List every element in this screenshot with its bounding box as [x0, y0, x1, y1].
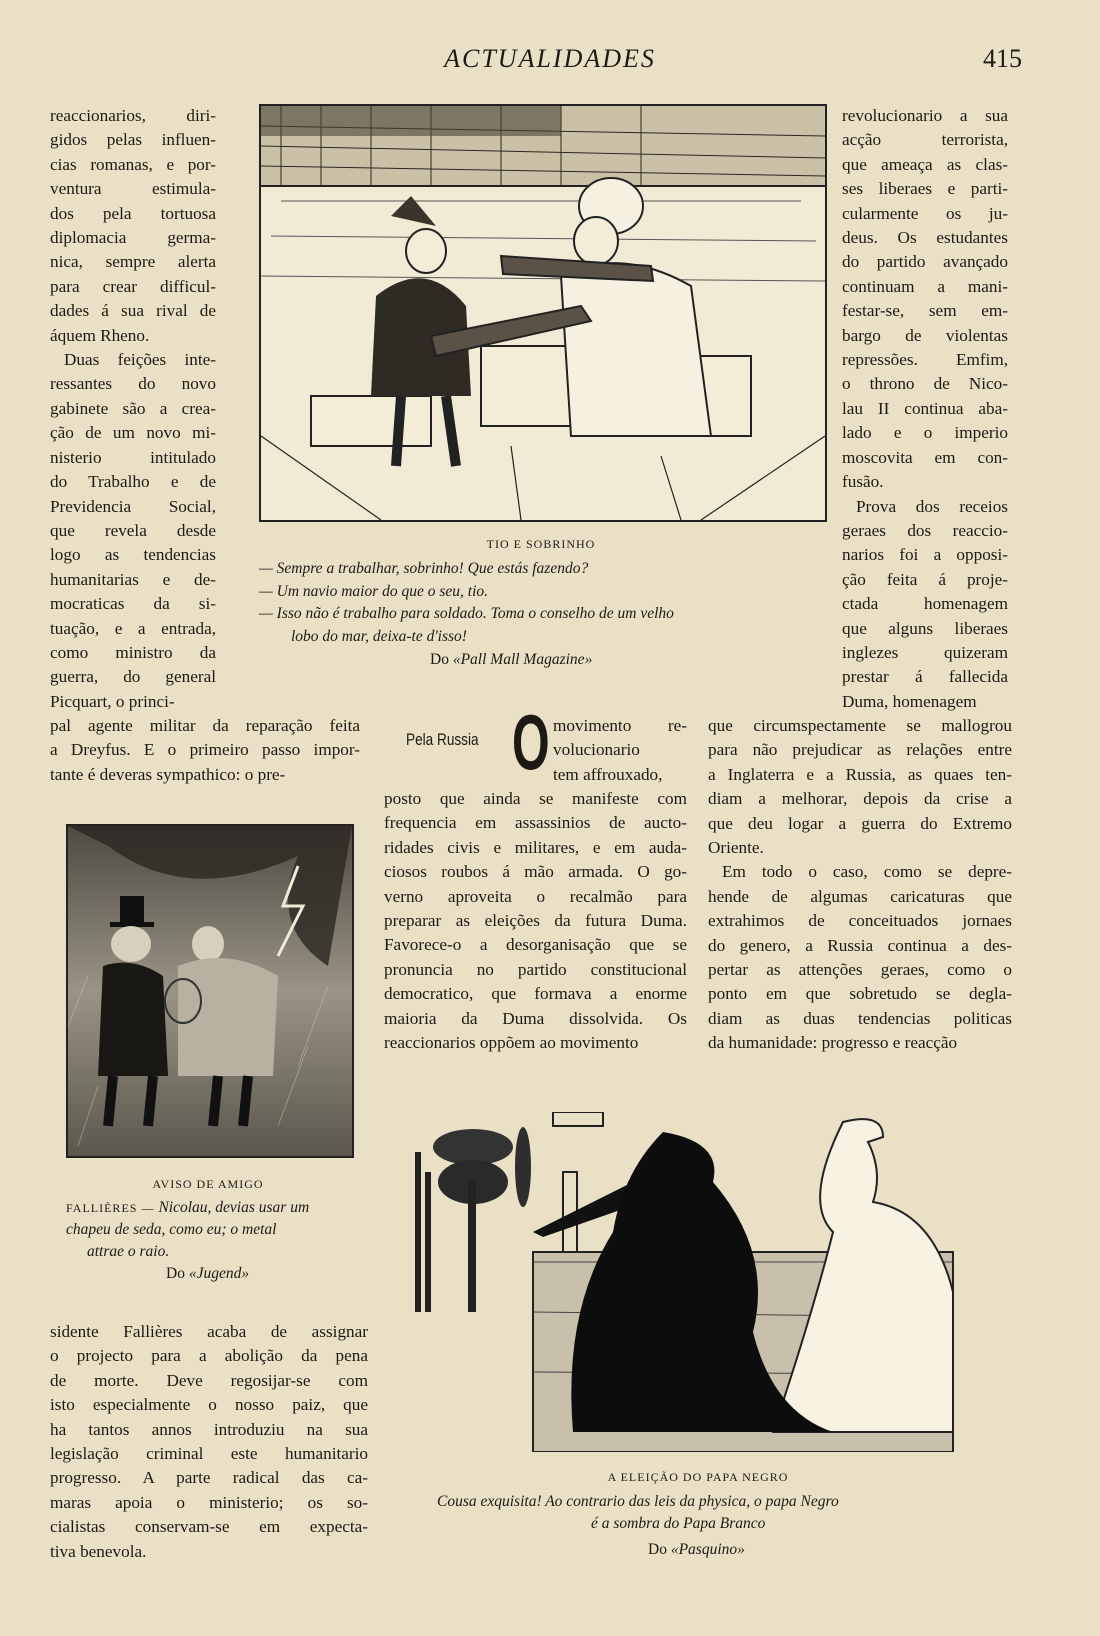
text-column-left-bottom	[50, 1320, 368, 1564]
text-column-russia-indented	[553, 714, 687, 787]
text-line: nisterio intitulado	[50, 447, 216, 467]
text-line: lau II continua aba-	[842, 398, 1008, 418]
text-line: a Dreyfus. E o primeiro passo impor-	[50, 740, 360, 760]
text-line: para não prejudicar as relações entre	[708, 740, 1012, 760]
text-line: o throno de Nico-	[842, 374, 1008, 394]
figure-caption-line: — Um navio maior do que o seu, tio.	[259, 583, 489, 600]
text-line: tante é deveras sympathico: o pre-	[50, 764, 286, 784]
text-line: posto que ainda se manifeste com	[384, 789, 687, 808]
text-line: ção de um novo mi-	[50, 423, 216, 443]
figure-source-bottom	[648, 1541, 745, 1559]
text-line: acção terrorista,	[842, 130, 1008, 150]
text-line: tuação, e a entrada,	[50, 618, 216, 638]
illustration-tio-e-sobrinho	[259, 104, 827, 522]
text-line: movimento re-	[553, 716, 687, 735]
text-line: ha tantos annos introduziu na sua	[50, 1419, 368, 1439]
source-prefix: Do	[166, 1265, 189, 1282]
text-line: inglezes quizeram	[842, 642, 1008, 662]
text-line: da humanidade: progresso e reacção	[708, 1033, 958, 1053]
figure-title-bottom: A ELEIÇÃO DO PAPA NEGRO	[607, 1470, 789, 1484]
page-number: 415	[983, 44, 1022, 73]
figure-caption-line	[66, 1197, 309, 1219]
text-line: Prova dos receios	[856, 496, 1008, 516]
caricature-uncle-nephew-icon	[261, 106, 825, 520]
text-line: que deu logar a guerra do Extremo	[708, 813, 1012, 833]
figure-caption-line: — Sempre a trabalhar, sobrinho! Que estás fazendo?	[259, 560, 589, 577]
figure-title-top: TIO E SOBRINHO	[486, 537, 596, 551]
caption-text: Nicolau, devias usar um	[158, 1199, 310, 1216]
caricature-storm-icon	[68, 826, 352, 1156]
text-line: hende de algumas caricaturas que	[708, 886, 1012, 906]
source-prefix: Do	[430, 651, 453, 668]
illustration-papa-negro	[413, 1112, 983, 1452]
text-line: extrahimos de conceituados jornaes	[708, 911, 1012, 931]
text-line: que circumspectamente se mallogrou	[708, 716, 1012, 735]
figure-caption-line: é a sombra do Papa Branco	[591, 1515, 766, 1532]
text-line: prestar á fallecida	[842, 667, 1008, 687]
text-line: festar-se, sem em-	[842, 301, 1008, 321]
text-line: a Inglaterra e a Russia, as quaes ten-	[708, 764, 1012, 784]
text-line: legislação criminal este humanitario	[50, 1444, 368, 1464]
text-line: deus. Os estudantes	[842, 228, 1008, 248]
text-line: Favorece-o a desorganisação que se	[384, 935, 687, 955]
figure-caption-line: chapeu de seda, como eu; o metal	[66, 1221, 277, 1238]
text-line: ressantes do novo	[50, 374, 216, 394]
text-line: ponto em que sobretudo se degla-	[708, 984, 1012, 1004]
text-line: pertar as attenções geraes, como o	[708, 960, 1012, 980]
text-line: maioria da Duma dissolvida. Os	[384, 1008, 687, 1028]
text-column-right-wide	[708, 714, 1012, 1056]
text-line: gabinete são a crea-	[50, 398, 216, 418]
text-line: ridades civis e militares, e em auda-	[384, 837, 687, 857]
figure-caption-line: lobo do mar, deixa-te d'isso!	[291, 628, 467, 645]
text-line: Duas feições inte-	[64, 350, 216, 370]
text-column-russia	[384, 787, 687, 1055]
text-line: como ministro da	[50, 642, 216, 662]
text-line: diam as duas tendencias politicas	[708, 1008, 1012, 1028]
text-line: frequencia em assassinios de aucto-	[384, 813, 687, 833]
figure-caption-line: — Isso não é trabalho para soldado. Toma o conselho de um velho	[259, 605, 674, 622]
text-line: bargo de violentas	[842, 325, 1008, 345]
text-line: fusão.	[842, 472, 884, 492]
figure-caption-line: attrae o raio.	[87, 1243, 170, 1260]
text-line: repressões. Emfim,	[842, 350, 1008, 370]
text-line: Previdencia Social,	[50, 496, 216, 516]
text-line: isto especialmente o nosso paiz, que	[50, 1395, 368, 1415]
text-line: de morte. Deve regosijar-se com	[50, 1370, 368, 1390]
source-name: «Jugend»	[188, 1265, 250, 1282]
text-line: maras apoia o ministerio; os so-	[50, 1492, 368, 1512]
text-line: Em todo o caso, como se depre-	[722, 862, 1012, 882]
text-line: que alguns liberaes	[842, 618, 1008, 638]
source-name: «Pasquino»	[670, 1541, 745, 1558]
text-line: humanitarias e de-	[50, 569, 216, 589]
text-line: verno aproveita o recalmão para	[384, 886, 687, 906]
text-line: progresso. A parte radical das ca-	[50, 1468, 368, 1488]
caricature-black-pope-shadow-icon	[413, 1112, 983, 1452]
text-line: pronuncia no partido constitucional	[384, 959, 687, 979]
figure-source-top	[430, 651, 592, 669]
text-line: guerra, do general	[50, 667, 216, 687]
caption-speaker: FALLIÈRES —	[66, 1201, 159, 1215]
text-column-right-top	[842, 104, 1008, 714]
text-line: ciosos roubos á mão armada. O go-	[384, 862, 687, 882]
text-line: tem affrouxado,	[553, 764, 663, 784]
text-line: volucionario	[553, 740, 640, 760]
illustration-aviso-de-amigo	[66, 824, 354, 1158]
text-line: geraes dos reaccio-	[842, 520, 1008, 540]
text-line: mocraticas da si-	[50, 594, 216, 614]
text-line: nica, sempre alerta	[50, 252, 216, 272]
text-line: lado e o imperio	[842, 423, 1008, 443]
figure-source-left	[166, 1265, 249, 1283]
text-line: Duma, homenagem	[842, 691, 977, 711]
text-line: para crear difficul-	[50, 276, 216, 296]
side-heading: Pela Russia	[406, 730, 479, 749]
text-line: narios foi a opposi-	[842, 545, 1008, 565]
text-line: dos pela tortuosa	[50, 203, 216, 223]
text-line: revolucionario a sua	[842, 106, 1008, 125]
text-line: moscovita em con-	[842, 447, 1008, 467]
text-line: do Trabalho e de	[50, 472, 216, 492]
text-line: diam a melhorar, depois da crise a	[708, 789, 1012, 809]
source-prefix: Do	[648, 1541, 671, 1558]
running-title: ACTUALIDADES	[444, 44, 656, 73]
text-line: o projecto para a abolição da pena	[50, 1346, 368, 1366]
text-line: tiva benevola.	[50, 1541, 147, 1561]
text-line: pal agente militar da reparação feita	[50, 716, 360, 735]
text-line: ventura estimula-	[50, 179, 216, 199]
text-line: logo as tendencias	[50, 545, 216, 565]
text-line: ção feita á proje-	[842, 569, 1008, 589]
text-line: reaccionarios oppõem ao movimento	[384, 1033, 639, 1053]
text-line: cialistas conservam-se em expecta-	[50, 1517, 368, 1537]
text-line: Oriente.	[708, 838, 764, 858]
text-line: continuam a mani-	[842, 276, 1008, 296]
drop-cap: O	[512, 698, 550, 786]
text-line: do genero, a Russia continua a des-	[708, 935, 1012, 955]
text-line: do partido avançado	[842, 252, 1008, 272]
figure-title-left: AVISO DE AMIGO	[152, 1177, 264, 1191]
text-line: preparar as eleições da futura Duma.	[384, 911, 687, 931]
text-line: dades á sua rival de	[50, 301, 216, 321]
source-name: «Pall Mall Magazine»	[452, 651, 593, 668]
text-line: ses liberaes e parti-	[842, 179, 1008, 199]
text-line: sidente Fallières acaba de assignar	[50, 1322, 368, 1341]
text-line: cularmente os ju-	[842, 203, 1008, 223]
text-line: ctada homenagem	[842, 594, 1008, 614]
text-line: reaccionarios, diri-	[50, 106, 216, 125]
text-line: que revela desde	[50, 520, 216, 540]
text-line: Picquart, o princi-	[50, 691, 175, 711]
text-column-left-top	[50, 104, 216, 714]
text-line: gidos pelas influen-	[50, 130, 216, 150]
text-line: democratico, que formava a enorme	[384, 984, 687, 1004]
text-line: diplomacia germa-	[50, 228, 216, 248]
figure-caption-line: Cousa exquisita! Ao contrario das leis da physica, o papa Negro	[437, 1493, 839, 1510]
text-line: que ameaça as clas-	[842, 154, 1008, 174]
text-column-left-wide	[50, 714, 360, 787]
text-line: áquem Rheno.	[50, 325, 150, 345]
text-line: cias romanas, e por-	[50, 154, 216, 174]
